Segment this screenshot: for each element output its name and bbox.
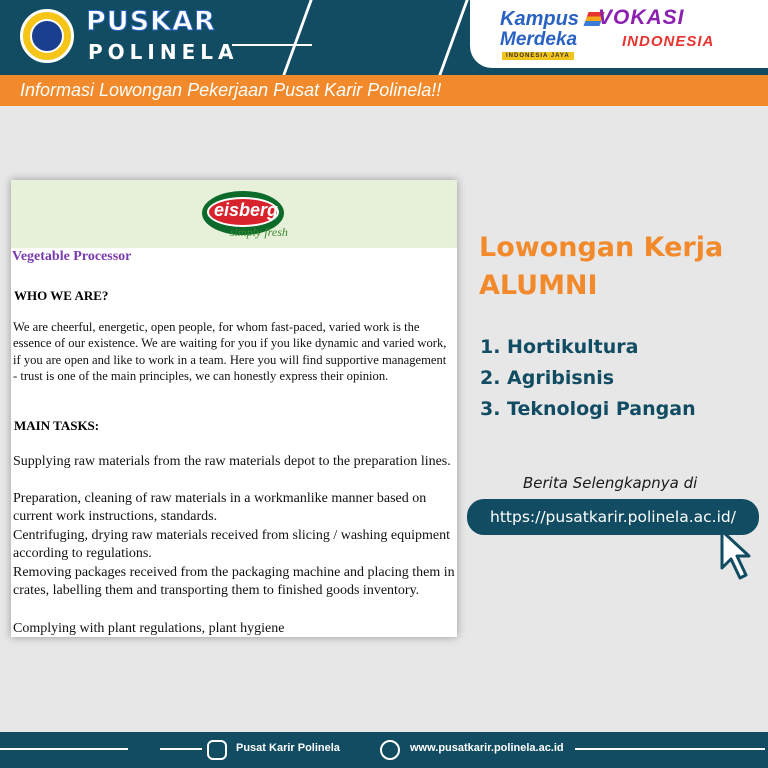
task-item: Preparation, cleaning of raw materials in a workmanlike manner based on current work instructions, standards.	[13, 491, 427, 525]
vacancy-subtitle: ALUMNI	[479, 270, 598, 301]
polinela-seal-logo	[20, 9, 74, 63]
job-posting-card	[11, 180, 457, 637]
major-item: 2. Agribisnis	[480, 367, 615, 389]
career-site-link[interactable]: https://pusatkarir.polinela.ac.id/	[467, 499, 759, 535]
brand-title: PUSKAR	[86, 6, 216, 37]
major-item: 3. Teknologi Pangan	[480, 398, 696, 420]
vokasi-logo-line2: INDONESIA	[622, 33, 715, 50]
eisberg-logo-text: eisberg	[214, 200, 279, 220]
eisberg-tagline: simply fresh	[230, 225, 288, 239]
task-item: Removing packages received from the packaging machine and placing them in crates, labelling them and transporting them to finished goods inventory.	[13, 565, 455, 599]
decor-line	[0, 748, 128, 750]
decor-line	[160, 748, 202, 750]
instagram-icon[interactable]	[207, 740, 227, 760]
decor-line	[575, 748, 765, 750]
who-we-are-heading: WHO WE ARE?	[14, 288, 109, 303]
kampus-merdeka-tagline: INDONESIA JAYA	[502, 52, 574, 60]
footer-website[interactable]: www.pusatkarir.polinela.ac.id	[410, 742, 564, 754]
brand-subtitle: POLINELA	[88, 40, 239, 64]
more-info-label: Berita Selengkapnya di	[523, 474, 698, 492]
task-item: Supplying raw materials from the raw materials depot to the preparation lines.	[13, 454, 451, 469]
kampus-merdeka-logo-line2: Merdeka	[500, 29, 578, 50]
kampus-merdeka-logo-line1: Kampus	[500, 8, 579, 30]
footer-social[interactable]: Pusat Karir Polinela	[236, 742, 340, 754]
task-item: Centrifuging, drying raw materials received from slicing / washing equipment according to regulations.	[13, 528, 450, 562]
vokasi-logo-line1: VOKASI	[598, 6, 685, 29]
decor-line	[232, 44, 312, 46]
banner-text: Informasi Lowongan Pekerjaan Pusat Karir Polinela!!	[20, 80, 442, 100]
job-title: Vegetable Processor	[12, 249, 132, 264]
cursor-arrow-icon	[718, 528, 752, 582]
task-item: Complying with plant regulations, plant hygiene	[13, 621, 285, 636]
vacancy-title: Lowongan Kerja	[479, 232, 724, 263]
who-we-are-text: We are cheerful, energetic, open people, for whom fast-paced, varied work is the essence of our existence. We are waiting for you if you like dynamic and varied work, if you are open and like to work in a team. Here you will find supportive management - trust is one of the main principles, we can honestly express their opinion.	[13, 320, 447, 384]
globe-icon[interactable]	[380, 740, 400, 760]
decor-slash	[438, 0, 468, 75]
major-item: 1. Hortikultura	[480, 336, 639, 358]
main-tasks-heading: MAIN TASKS:	[14, 418, 100, 433]
decor-slash	[282, 0, 312, 75]
